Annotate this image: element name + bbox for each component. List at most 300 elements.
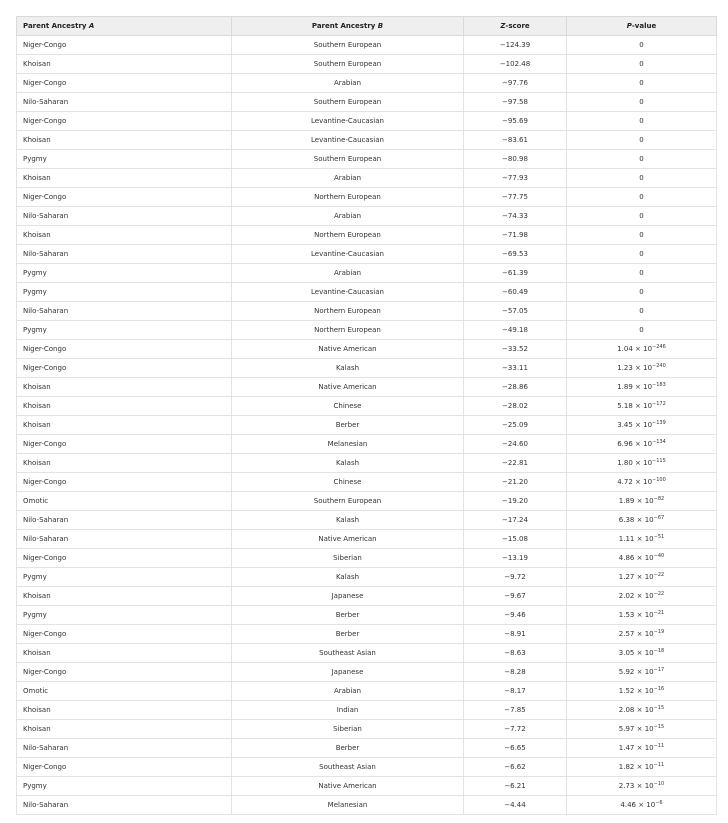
p-value-mantissa: 0 — [639, 117, 644, 125]
cell-parent-ancestry-b: Levantine-Caucasian — [232, 131, 464, 150]
table-row — [17, 397, 717, 416]
cell-z-score: −6.62 — [464, 758, 567, 777]
cell-p-value — [567, 283, 717, 302]
cell-parent-ancestry-a: Niger-Congo — [17, 36, 232, 55]
times-ten-sign: × 10 — [632, 383, 653, 391]
p-value-mantissa: 1.23 — [617, 364, 633, 372]
p-value-mantissa: 1.47 — [618, 744, 635, 752]
p-value-exponent: −172 — [652, 401, 666, 407]
p-value-mantissa: 3.45 — [617, 421, 633, 429]
cell-z-score: −25.09 — [464, 416, 567, 435]
cell-parent-ancestry-b: Melanesian — [232, 435, 464, 454]
cell-parent-ancestry-a: Pygmy — [17, 283, 232, 302]
p-value-exponent: −15 — [653, 724, 665, 730]
cell-parent-ancestry-b: Levantine-Caucasian — [232, 283, 464, 302]
table-row — [17, 568, 717, 587]
times-ten-sign: × 10 — [634, 744, 654, 752]
cell-parent-ancestry-a: Omotic — [17, 682, 232, 701]
cell-z-score: −15.08 — [464, 530, 567, 549]
cell-p-value — [567, 302, 717, 321]
cell-parent-ancestry-a: Pygmy — [17, 150, 232, 169]
table-body — [17, 36, 717, 815]
times-ten-sign: × 10 — [634, 706, 654, 714]
p-value-mantissa: 1.04 — [617, 345, 633, 353]
cell-z-score: −97.58 — [464, 93, 567, 112]
p-value-mantissa: 0 — [639, 307, 644, 315]
cell-z-score: −8.28 — [464, 663, 567, 682]
cell-p-value — [567, 606, 717, 625]
p-value-mantissa: 0 — [639, 326, 644, 334]
times-ten-sign: × 10 — [634, 535, 654, 543]
cell-parent-ancestry-a: Niger-Congo — [17, 758, 232, 777]
cell-p-value — [567, 340, 717, 359]
cell-parent-ancestry-b: Kalash — [232, 511, 464, 530]
cell-parent-ancestry-a: Nilo-Saharan — [17, 93, 232, 112]
cell-parent-ancestry-a: Khoisan — [17, 644, 232, 663]
times-ten-sign: × 10 — [634, 592, 654, 600]
table-row — [17, 340, 717, 359]
cell-parent-ancestry-a: Omotic — [17, 492, 232, 511]
p-value-exponent: −15 — [653, 705, 665, 711]
cell-p-value — [567, 245, 717, 264]
cell-parent-ancestry-a: Khoisan — [17, 397, 232, 416]
cell-parent-ancestry-a: Khoisan — [17, 378, 232, 397]
p-value-exponent: −82 — [653, 496, 665, 502]
cell-p-value — [567, 720, 717, 739]
cell-parent-ancestry-a: Nilo-Saharan — [17, 511, 232, 530]
cell-z-score: −33.52 — [464, 340, 567, 359]
cell-parent-ancestry-b: Kalash — [232, 568, 464, 587]
cell-p-value — [567, 739, 717, 758]
cell-p-value — [567, 150, 717, 169]
p-value-exponent: −18 — [653, 648, 665, 654]
cell-p-value — [567, 169, 717, 188]
times-ten-sign: × 10 — [634, 782, 654, 790]
cell-z-score: −8.91 — [464, 625, 567, 644]
cell-parent-ancestry-b: Indian — [232, 701, 464, 720]
table-row — [17, 36, 717, 55]
table-header-row — [17, 17, 717, 36]
table-row — [17, 74, 717, 93]
table-row — [17, 93, 717, 112]
table-row — [17, 625, 717, 644]
p-value-mantissa: 1.80 — [617, 459, 633, 467]
cell-p-value — [567, 511, 717, 530]
p-value-mantissa: 1.52 — [618, 687, 635, 695]
cell-parent-ancestry-a: Niger-Congo — [17, 112, 232, 131]
cell-z-score: −69.53 — [464, 245, 567, 264]
p-value-exponent: −134 — [652, 439, 666, 445]
p-value-exponent: −11 — [653, 762, 665, 768]
cell-p-value — [567, 644, 717, 663]
cell-parent-ancestry-a: Khoisan — [17, 416, 232, 435]
table-row — [17, 606, 717, 625]
p-value-exponent: −21 — [653, 610, 665, 616]
cell-parent-ancestry-a: Niger-Congo — [17, 663, 232, 682]
cell-parent-ancestry-b: Native American — [232, 777, 464, 796]
cell-p-value — [567, 112, 717, 131]
table-row — [17, 492, 717, 511]
cell-parent-ancestry-b: Northern European — [232, 321, 464, 340]
cell-z-score: −17.24 — [464, 511, 567, 530]
p-value-exponent: −10 — [653, 781, 665, 787]
cell-z-score: −28.02 — [464, 397, 567, 416]
p-value-mantissa: 2.57 — [618, 630, 635, 638]
cell-p-value — [567, 701, 717, 720]
table-row — [17, 188, 717, 207]
cell-parent-ancestry-b: Berber — [232, 739, 464, 758]
p-value-mantissa: 0 — [639, 288, 644, 296]
times-ten-sign: × 10 — [632, 440, 653, 448]
p-value-mantissa: 2.02 — [618, 592, 635, 600]
times-ten-sign: × 10 — [632, 364, 653, 372]
cell-parent-ancestry-a: Nilo-Saharan — [17, 796, 232, 815]
cell-p-value — [567, 663, 717, 682]
cell-p-value — [567, 549, 717, 568]
cell-parent-ancestry-b: Arabian — [232, 74, 464, 93]
times-ten-sign: × 10 — [634, 516, 654, 524]
p-value-exponent: −19 — [653, 629, 665, 635]
cell-parent-ancestry-b: Siberian — [232, 720, 464, 739]
cell-z-score: −7.72 — [464, 720, 567, 739]
cell-z-score: −8.17 — [464, 682, 567, 701]
cell-z-score: −4.44 — [464, 796, 567, 815]
p-value-mantissa: 0 — [639, 41, 644, 49]
cell-p-value — [567, 74, 717, 93]
cell-parent-ancestry-b: Southern European — [232, 36, 464, 55]
times-ten-sign: × 10 — [634, 687, 654, 695]
cell-p-value — [567, 207, 717, 226]
p-value-mantissa: 4.86 — [618, 554, 635, 562]
cell-z-score: −95.69 — [464, 112, 567, 131]
table-row — [17, 739, 717, 758]
cell-parent-ancestry-a: Pygmy — [17, 777, 232, 796]
p-value-mantissa: 1.89 — [617, 383, 633, 391]
p-value-mantissa: 0 — [639, 212, 644, 220]
p-value-mantissa: 0 — [639, 98, 644, 106]
p-value-exponent: −246 — [652, 344, 666, 350]
p-value-mantissa: 0 — [639, 250, 644, 258]
cell-p-value — [567, 796, 717, 815]
times-ten-sign: × 10 — [635, 801, 656, 809]
times-ten-sign: × 10 — [634, 649, 654, 657]
table-row — [17, 226, 717, 245]
p-value-mantissa: 5.97 — [618, 725, 635, 733]
table-row — [17, 264, 717, 283]
table-row — [17, 55, 717, 74]
p-value-exponent: −139 — [652, 420, 666, 426]
p-value-exponent: −17 — [653, 667, 665, 673]
cell-p-value — [567, 758, 717, 777]
times-ten-sign: × 10 — [634, 573, 654, 581]
cell-parent-ancestry-b: Native American — [232, 340, 464, 359]
cell-z-score: −22.81 — [464, 454, 567, 473]
p-value-exponent: −100 — [652, 477, 666, 483]
cell-z-score: −49.18 — [464, 321, 567, 340]
p-value-exponent: −22 — [653, 591, 665, 597]
cell-parent-ancestry-a: Khoisan — [17, 454, 232, 473]
cell-p-value — [567, 131, 717, 150]
cell-parent-ancestry-a: Niger-Congo — [17, 74, 232, 93]
cell-parent-ancestry-b: Southern European — [232, 55, 464, 74]
cell-parent-ancestry-a: Nilo-Saharan — [17, 302, 232, 321]
cell-parent-ancestry-b: Native American — [232, 530, 464, 549]
times-ten-sign: × 10 — [634, 725, 654, 733]
cell-p-value — [567, 473, 717, 492]
header-p-value: P-value — [567, 17, 717, 36]
cell-parent-ancestry-a: Khoisan — [17, 55, 232, 74]
cell-parent-ancestry-b: Native American — [232, 378, 464, 397]
p-value-exponent: −51 — [653, 534, 665, 540]
cell-parent-ancestry-a: Niger-Congo — [17, 435, 232, 454]
cell-parent-ancestry-a: Niger-Congo — [17, 625, 232, 644]
cell-parent-ancestry-b: Northern European — [232, 302, 464, 321]
table-row — [17, 150, 717, 169]
cell-parent-ancestry-a: Niger-Congo — [17, 359, 232, 378]
p-value-mantissa: 6.96 — [617, 440, 633, 448]
p-value-mantissa: 1.89 — [618, 497, 635, 505]
table-row — [17, 435, 717, 454]
p-value-exponent: −240 — [652, 363, 666, 369]
cell-z-score: −57.05 — [464, 302, 567, 321]
p-value-exponent: −183 — [652, 382, 666, 388]
cell-parent-ancestry-a: Pygmy — [17, 606, 232, 625]
table-row — [17, 131, 717, 150]
cell-p-value — [567, 397, 717, 416]
p-value-mantissa: 0 — [639, 193, 644, 201]
cell-z-score: −74.33 — [464, 207, 567, 226]
p-value-mantissa: 5.18 — [617, 402, 633, 410]
cell-parent-ancestry-b: Melanesian — [232, 796, 464, 815]
cell-p-value — [567, 55, 717, 74]
cell-z-score: −9.72 — [464, 568, 567, 587]
cell-z-score: −7.85 — [464, 701, 567, 720]
cell-z-score: −33.11 — [464, 359, 567, 378]
cell-p-value — [567, 454, 717, 473]
cell-parent-ancestry-b: Berber — [232, 606, 464, 625]
times-ten-sign: × 10 — [634, 763, 654, 771]
table-row — [17, 321, 717, 340]
table-row — [17, 112, 717, 131]
p-value-mantissa: 1.27 — [618, 573, 635, 581]
ancestry-zscore-table — [16, 16, 717, 815]
cell-parent-ancestry-a: Pygmy — [17, 264, 232, 283]
cell-z-score: −102.48 — [464, 55, 567, 74]
cell-p-value — [567, 530, 717, 549]
header-parent-ancestry-b: Parent Ancestry B — [232, 17, 464, 36]
cell-z-score: −71.98 — [464, 226, 567, 245]
table-row — [17, 644, 717, 663]
p-value-mantissa: 0 — [639, 231, 644, 239]
cell-z-score: −124.39 — [464, 36, 567, 55]
cell-parent-ancestry-a: Nilo-Saharan — [17, 530, 232, 549]
cell-parent-ancestry-a: Niger-Congo — [17, 188, 232, 207]
p-value-mantissa: 0 — [639, 79, 644, 87]
p-value-mantissa: 1.82 — [618, 763, 635, 771]
p-value-mantissa: 2.08 — [618, 706, 635, 714]
table-row — [17, 701, 717, 720]
cell-parent-ancestry-b: Japanese — [232, 587, 464, 606]
table-row — [17, 663, 717, 682]
p-value-exponent: −6 — [655, 800, 663, 806]
cell-p-value — [567, 625, 717, 644]
cell-parent-ancestry-b: Kalash — [232, 359, 464, 378]
cell-p-value — [567, 321, 717, 340]
cell-parent-ancestry-a: Khoisan — [17, 131, 232, 150]
cell-parent-ancestry-a: Pygmy — [17, 321, 232, 340]
table-row — [17, 245, 717, 264]
cell-parent-ancestry-b: Chinese — [232, 397, 464, 416]
cell-parent-ancestry-a: Nilo-Saharan — [17, 739, 232, 758]
p-value-mantissa: 2.73 — [618, 782, 635, 790]
cell-p-value — [567, 777, 717, 796]
p-value-mantissa: 0 — [639, 174, 644, 182]
cell-p-value — [567, 378, 717, 397]
cell-z-score: −77.75 — [464, 188, 567, 207]
times-ten-sign: × 10 — [632, 459, 653, 467]
times-ten-sign: × 10 — [634, 497, 654, 505]
times-ten-sign: × 10 — [634, 554, 654, 562]
results-table-container — [16, 16, 716, 815]
table-row — [17, 796, 717, 815]
times-ten-sign: × 10 — [634, 611, 654, 619]
cell-parent-ancestry-b: Chinese — [232, 473, 464, 492]
cell-z-score: −80.98 — [464, 150, 567, 169]
cell-parent-ancestry-a: Nilo-Saharan — [17, 207, 232, 226]
table-row — [17, 511, 717, 530]
cell-z-score: −9.67 — [464, 587, 567, 606]
cell-z-score: −83.61 — [464, 131, 567, 150]
table-row — [17, 378, 717, 397]
header-z-score: Z-score — [464, 17, 567, 36]
cell-z-score: −19.20 — [464, 492, 567, 511]
cell-p-value — [567, 416, 717, 435]
p-value-mantissa: 1.53 — [618, 611, 635, 619]
cell-z-score: −28.86 — [464, 378, 567, 397]
cell-parent-ancestry-b: Levantine-Caucasian — [232, 112, 464, 131]
p-value-exponent: −16 — [653, 686, 665, 692]
table-row — [17, 549, 717, 568]
cell-parent-ancestry-a: Khoisan — [17, 169, 232, 188]
table-row — [17, 302, 717, 321]
cell-p-value — [567, 36, 717, 55]
table-row — [17, 359, 717, 378]
table-row — [17, 207, 717, 226]
times-ten-sign: × 10 — [634, 668, 654, 676]
table-row — [17, 416, 717, 435]
cell-parent-ancestry-b: Japanese — [232, 663, 464, 682]
cell-z-score: −24.60 — [464, 435, 567, 454]
table-row — [17, 682, 717, 701]
cell-parent-ancestry-b: Southern European — [232, 93, 464, 112]
cell-parent-ancestry-a: Khoisan — [17, 701, 232, 720]
cell-p-value — [567, 568, 717, 587]
cell-z-score: −13.19 — [464, 549, 567, 568]
cell-z-score: −60.49 — [464, 283, 567, 302]
cell-parent-ancestry-b: Arabian — [232, 169, 464, 188]
cell-parent-ancestry-b: Northern European — [232, 226, 464, 245]
cell-parent-ancestry-b: Siberian — [232, 549, 464, 568]
cell-parent-ancestry-b: Arabian — [232, 264, 464, 283]
cell-z-score: −77.93 — [464, 169, 567, 188]
cell-p-value — [567, 226, 717, 245]
p-value-mantissa: 0 — [639, 269, 644, 277]
p-value-mantissa: 3.05 — [618, 649, 635, 657]
p-value-mantissa: 0 — [639, 155, 644, 163]
cell-parent-ancestry-b: Southern European — [232, 150, 464, 169]
cell-p-value — [567, 264, 717, 283]
cell-z-score: −97.76 — [464, 74, 567, 93]
header-parent-ancestry-a: Parent Ancestry A — [17, 17, 232, 36]
times-ten-sign: × 10 — [632, 345, 653, 353]
cell-z-score: −9.46 — [464, 606, 567, 625]
cell-p-value — [567, 359, 717, 378]
cell-parent-ancestry-a: Khoisan — [17, 720, 232, 739]
cell-z-score: −6.65 — [464, 739, 567, 758]
p-value-mantissa: 0 — [639, 136, 644, 144]
cell-parent-ancestry-a: Niger-Congo — [17, 340, 232, 359]
cell-p-value — [567, 93, 717, 112]
cell-parent-ancestry-b: Southern European — [232, 492, 464, 511]
cell-parent-ancestry-a: Niger-Congo — [17, 473, 232, 492]
times-ten-sign: × 10 — [632, 402, 653, 410]
cell-p-value — [567, 492, 717, 511]
cell-parent-ancestry-a: Pygmy — [17, 568, 232, 587]
cell-parent-ancestry-a: Khoisan — [17, 226, 232, 245]
cell-p-value — [567, 682, 717, 701]
table-row — [17, 283, 717, 302]
cell-z-score: −21.20 — [464, 473, 567, 492]
table-row — [17, 473, 717, 492]
table-row — [17, 758, 717, 777]
table-row — [17, 169, 717, 188]
cell-parent-ancestry-b: Levantine-Caucasian — [232, 245, 464, 264]
times-ten-sign: × 10 — [632, 478, 653, 486]
times-ten-sign: × 10 — [634, 630, 654, 638]
cell-parent-ancestry-b: Southeast Asian — [232, 758, 464, 777]
cell-parent-ancestry-b: Arabian — [232, 207, 464, 226]
cell-z-score: −8.63 — [464, 644, 567, 663]
cell-parent-ancestry-b: Southeast Asian — [232, 644, 464, 663]
p-value-exponent: −22 — [653, 572, 665, 578]
p-value-exponent: −40 — [653, 553, 665, 559]
cell-parent-ancestry-a: Khoisan — [17, 587, 232, 606]
cell-parent-ancestry-b: Arabian — [232, 682, 464, 701]
p-value-mantissa: 4.46 — [620, 801, 636, 809]
cell-parent-ancestry-b: Northern European — [232, 188, 464, 207]
table-row — [17, 777, 717, 796]
p-value-mantissa: 0 — [639, 60, 644, 68]
table-row — [17, 530, 717, 549]
p-value-mantissa: 4.72 — [617, 478, 633, 486]
cell-parent-ancestry-a: Nilo-Saharan — [17, 245, 232, 264]
p-value-exponent: −115 — [652, 458, 666, 464]
cell-z-score: −61.39 — [464, 264, 567, 283]
table-row — [17, 720, 717, 739]
p-value-exponent: −11 — [653, 743, 665, 749]
cell-z-score: −6.21 — [464, 777, 567, 796]
p-value-exponent: −67 — [653, 515, 665, 521]
cell-p-value — [567, 188, 717, 207]
table-row — [17, 587, 717, 606]
cell-p-value — [567, 587, 717, 606]
times-ten-sign: × 10 — [632, 421, 653, 429]
table-row — [17, 454, 717, 473]
cell-parent-ancestry-b: Berber — [232, 416, 464, 435]
cell-parent-ancestry-b: Berber — [232, 625, 464, 644]
cell-parent-ancestry-b: Kalash — [232, 454, 464, 473]
p-value-mantissa: 5.92 — [618, 668, 635, 676]
